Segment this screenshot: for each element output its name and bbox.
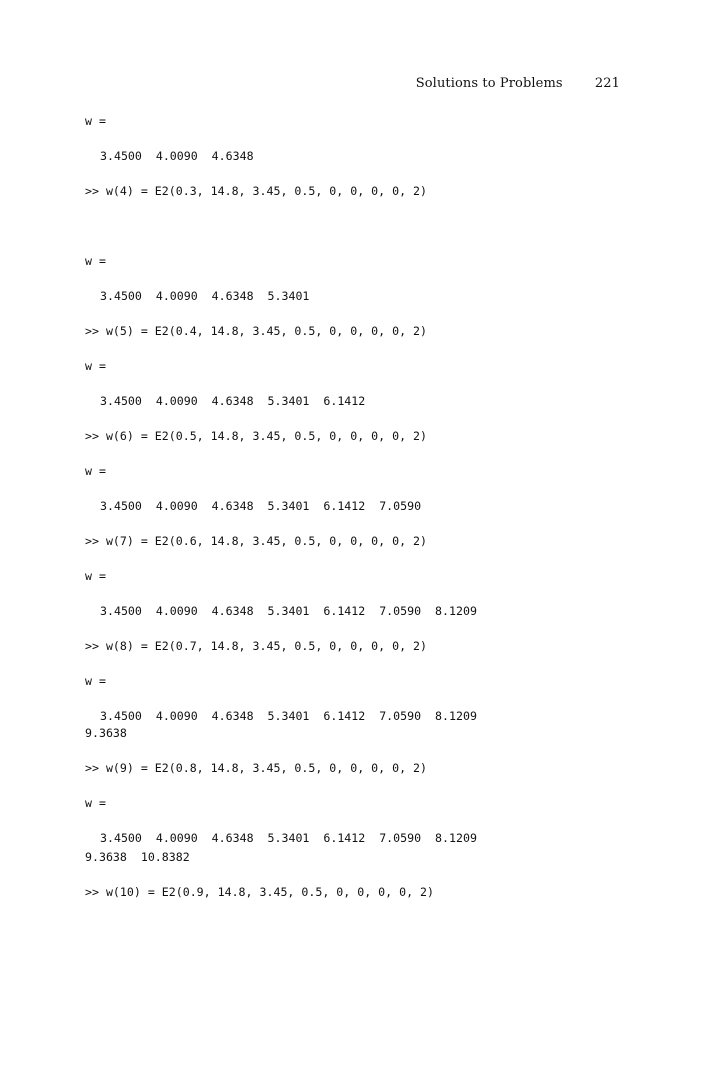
output-label: w = xyxy=(85,569,106,583)
output-values: 3.4500 4.0090 4.6348 5.3401 xyxy=(100,289,310,303)
output-values: 3.4500 4.0090 4.6348 5.3401 6.1412 7.0590 8.1209 xyxy=(100,709,477,723)
output-values-continued: 9.3638 xyxy=(85,726,127,740)
output-values: 3.4500 4.0090 4.6348 5.3401 6.1412 xyxy=(100,394,366,408)
page-number: 221 xyxy=(594,76,620,91)
output-label: w = xyxy=(85,796,106,810)
command-line: >> w(4) = E2(0.3, 14.8, 3.45, 0.5, 0, 0, 0, 0, 2) xyxy=(85,184,428,198)
output-values: 3.4500 4.0090 4.6348 5.3401 6.1412 7.0590 xyxy=(100,499,422,513)
output-values: 3.4500 4.0090 4.6348 5.3401 6.1412 7.0590 8.1209 xyxy=(100,604,477,618)
command-line: >> w(9) = E2(0.8, 14.8, 3.45, 0.5, 0, 0, 0, 0, 2) xyxy=(85,761,428,775)
command-line: >> w(6) = E2(0.5, 14.8, 3.45, 0.5, 0, 0, 0, 0, 2) xyxy=(85,429,428,443)
command-line: >> w(7) = E2(0.6, 14.8, 3.45, 0.5, 0, 0, 0, 0, 2) xyxy=(85,534,428,548)
running-header xyxy=(0,76,620,91)
output-label: w = xyxy=(85,464,106,478)
output-label: w = xyxy=(85,359,106,373)
command-line: >> w(8) = E2(0.7, 14.8, 3.45, 0.5, 0, 0, 0, 0, 2) xyxy=(85,639,428,653)
header-title: Solutions to Problems xyxy=(415,76,563,91)
output-label: w = xyxy=(85,254,106,268)
output-values: 3.4500 4.0090 4.6348 5.3401 6.1412 7.0590 8.1209 xyxy=(100,831,477,845)
output-label: w = xyxy=(85,114,106,128)
command-line: >> w(10) = E2(0.9, 14.8, 3.45, 0.5, 0, 0, 0, 0, 2) xyxy=(85,885,435,899)
output-values-continued: 9.3638 10.8382 xyxy=(85,850,190,864)
output-values: 3.4500 4.0090 4.6348 xyxy=(100,149,254,163)
command-line: >> w(5) = E2(0.4, 14.8, 3.45, 0.5, 0, 0, 0, 0, 2) xyxy=(85,324,428,338)
output-label: w = xyxy=(85,674,106,688)
